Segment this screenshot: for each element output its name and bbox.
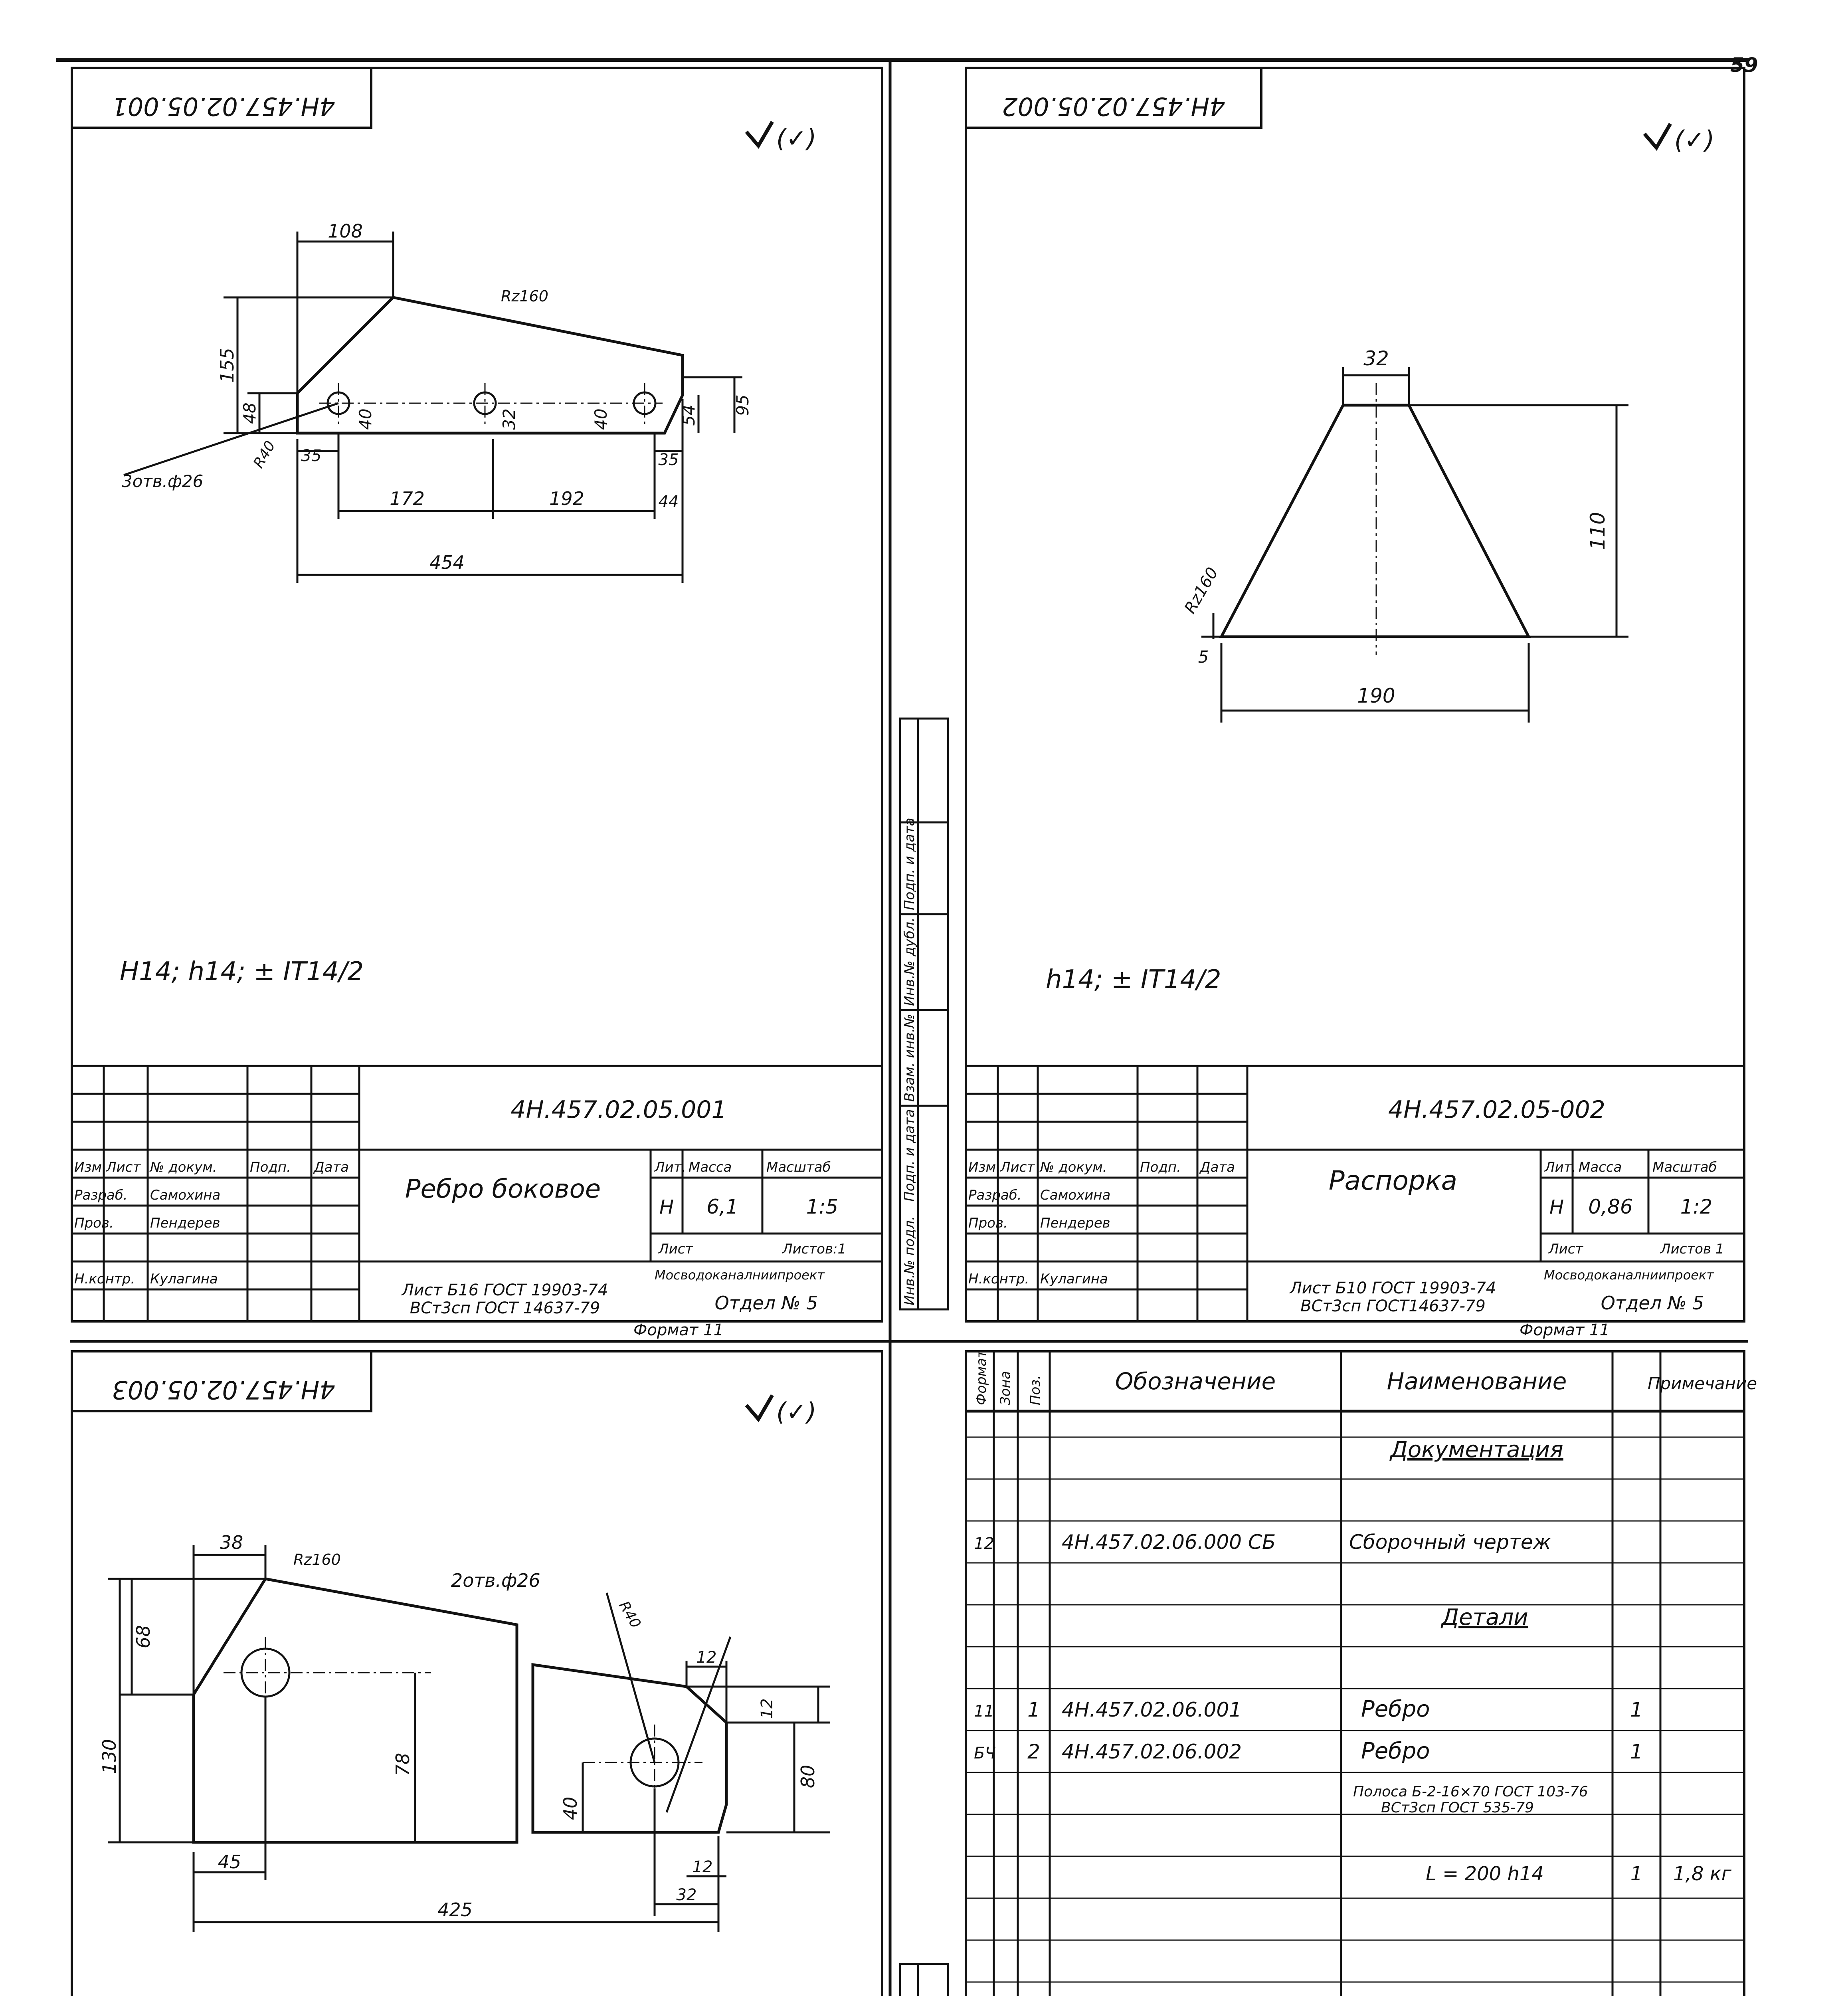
tb-nkontr: Н.контр. — [968, 1271, 1029, 1287]
tb-docno: № докум. — [150, 1159, 217, 1175]
sheet2-format: Формат 11 — [1520, 1321, 1610, 1339]
dim: 454 — [429, 552, 465, 573]
spec-strip-mass: 1,8 кг — [1673, 1863, 1731, 1885]
spec-h-pos: Поз. — [1027, 1375, 1043, 1405]
spec-section-docs: Документация — [1390, 1437, 1563, 1463]
roughness-mark: (✓) — [1674, 125, 1715, 154]
tb-checker: Пендерев — [1040, 1215, 1110, 1231]
spec-row-name: Ребро — [1361, 1696, 1430, 1722]
dim: 32 — [499, 408, 519, 430]
dim: 32 — [1363, 347, 1389, 370]
tolerance-note: h14; ± IT14/2 — [1046, 965, 1221, 994]
dim: 12 — [758, 1698, 776, 1719]
dim: 80 — [797, 1764, 819, 1788]
dim: 40 — [560, 1796, 581, 1820]
tb-razrab: Разраб. — [74, 1187, 128, 1203]
dim: 35 — [658, 451, 679, 469]
tb-org: Мосводоканалниипроект — [1544, 1267, 1714, 1283]
tb-masshtab: Масштаб — [766, 1159, 831, 1175]
dim: 54 — [679, 404, 698, 426]
dim: 172 — [390, 488, 425, 509]
sheet2-code-flipped: 4Н.457.02.05.002 — [1002, 92, 1225, 121]
tb-izm: Изм — [968, 1159, 996, 1175]
spec-strip-len: L = 200 h14 — [1426, 1863, 1544, 1885]
sheet1-dept: Отдел № 5 — [714, 1292, 818, 1314]
hole-callout: 3отв.ф26 — [122, 471, 204, 491]
roughness-callout: Rz160 — [501, 287, 548, 305]
tb-massa: Масса — [689, 1159, 732, 1175]
side-stamp: Подп. и дата — [902, 818, 918, 910]
tb-lit: Лит. — [655, 1159, 686, 1175]
spec-h-format: Формат — [973, 1350, 989, 1405]
dim: 40 — [356, 408, 375, 430]
spec-row-name: Ребро — [1361, 1738, 1430, 1764]
spec-row-designation: 4Н.457.02.06.002 — [1062, 1740, 1242, 1763]
tb-data: Дата — [1200, 1159, 1235, 1175]
tb-normcontrol: Кулагина — [150, 1271, 218, 1287]
dim: 68 — [133, 1625, 154, 1649]
side-stamp: Инв.№ подл. — [902, 1216, 918, 1305]
radius-callout: R40 — [615, 1598, 644, 1631]
tb-developer: Самохина — [1040, 1187, 1111, 1203]
sheet2-letter: Н — [1549, 1196, 1564, 1218]
spec-strip-2: ВСт3сп ГОСТ 535-79 — [1381, 1800, 1534, 1816]
spec-row-designation: 4Н.457.02.06.000 СБ — [1062, 1531, 1276, 1554]
tb-sheet: Лист — [659, 1241, 693, 1257]
sheet1-code-flipped: 4Н.457.02.05.001 — [112, 92, 335, 121]
tolerance-note: H14; h14; ± IT14/2 — [120, 957, 364, 986]
tb-izm: Изм — [74, 1159, 102, 1175]
dim: 5 — [1198, 647, 1209, 667]
radius-callout: R40 — [250, 438, 279, 471]
spec-h-note: Примечание — [1647, 1374, 1757, 1393]
sheet1-code: 4Н.457.02.05.001 — [510, 1096, 727, 1124]
dim: 32 — [676, 1886, 697, 1904]
tb-list: Лист — [106, 1159, 141, 1175]
dim: 35 — [301, 447, 322, 465]
dim: 38 — [220, 1532, 243, 1553]
dim: 425 — [437, 1899, 473, 1921]
roughness-mark: (✓) — [776, 1397, 817, 1426]
page-number: 59 — [1730, 53, 1758, 77]
tb-sheet: Лист — [1549, 1241, 1583, 1257]
dim: 192 — [549, 488, 584, 509]
dim: 78 — [392, 1752, 414, 1776]
tb-data: Дата — [314, 1159, 349, 1175]
tb-normcontrol: Кулагина — [1040, 1271, 1108, 1287]
tb-docno: № докум. — [1040, 1159, 1107, 1175]
spec-row-pos: 2 — [1027, 1740, 1040, 1763]
spec-h-zone: Зона — [997, 1371, 1013, 1405]
sheet1-scale: 1:5 — [806, 1195, 839, 1218]
dim: 48 — [240, 402, 259, 424]
dim: 40 — [591, 408, 611, 430]
roughness-callout: Rz160 — [1181, 564, 1222, 617]
tb-podp: Подп. — [250, 1159, 291, 1175]
tb-checker: Пендерев — [150, 1215, 220, 1231]
tb-massa: Масса — [1579, 1159, 1622, 1175]
dim: 12 — [692, 1858, 713, 1876]
spec-h-designation: Обозначение — [1115, 1368, 1276, 1395]
tb-podp: Подп. — [1140, 1159, 1181, 1175]
dim: 108 — [328, 220, 363, 242]
dim: 155 — [216, 348, 238, 383]
sheet1-mass: 6,1 — [706, 1195, 738, 1218]
spec-row-format: 11 — [974, 1702, 994, 1721]
dim: 130 — [99, 1739, 120, 1774]
side-stamp: Инв.№ дубл. — [902, 917, 918, 1006]
tb-sheets: Листов 1 — [1660, 1241, 1724, 1257]
sheet2-code: 4Н.457.02.05-002 — [1388, 1096, 1605, 1124]
tb-prov: Пров. — [968, 1215, 1008, 1231]
tb-sheets: Листов:1 — [782, 1241, 847, 1257]
roughness-icon — [746, 122, 1670, 1419]
spec-row-format: 12 — [974, 1535, 994, 1553]
tb-lit: Лит. — [1545, 1159, 1576, 1175]
sheet2-material-2: ВСт3сп ГОСТ14637-79 — [1300, 1297, 1486, 1315]
tb-developer: Самохина — [150, 1187, 221, 1203]
spec-strip-qty: 1 — [1630, 1863, 1643, 1885]
sheet1-name: Ребро боковое — [405, 1174, 601, 1204]
roughness-callout: Rz160 — [293, 1551, 341, 1568]
sheet1-material-2: ВСт3сп ГОСТ 14637-79 — [410, 1299, 600, 1317]
sheet3-code-flipped: 4Н.457.02.05.003 — [112, 1375, 335, 1404]
dim: 95 — [733, 394, 752, 416]
dim: 12 — [696, 1648, 717, 1667]
sheet1-material-1: Лист Б16 ГОСТ 19903-74 — [402, 1281, 608, 1299]
spec-row-qty: 1 — [1630, 1740, 1643, 1763]
spec-row-name: Сборочный чертеж — [1349, 1531, 1551, 1554]
side-stamp: Взам. инв.№ — [902, 1014, 918, 1102]
sheet2-material-1: Лист Б10 ГОСТ 19903-74 — [1290, 1279, 1496, 1297]
hole-callout: 2отв.ф26 — [451, 1570, 540, 1591]
sheet1-letter: Н — [659, 1196, 674, 1218]
tb-org: Мосводоканалниипроект — [655, 1267, 825, 1283]
roughness-mark: (✓) — [776, 124, 817, 153]
spec-section-parts: Детали — [1441, 1604, 1528, 1630]
tb-nkontr: Н.контр. — [74, 1271, 135, 1287]
tb-list: Лист — [1000, 1159, 1035, 1175]
sheet2-dept: Отдел № 5 — [1601, 1292, 1704, 1314]
sheet2-name: Распорка — [1328, 1165, 1458, 1196]
sheet2-mass: 0,86 — [1588, 1195, 1633, 1218]
spec-row-qty: 1 — [1630, 1698, 1643, 1721]
dim: 45 — [218, 1851, 241, 1873]
dim: 44 — [658, 493, 679, 511]
dim: 110 — [1586, 512, 1609, 550]
sheet1-format: Формат 11 — [633, 1321, 724, 1339]
spec-strip-1: Полоса Б-2-16×70 ГОСТ 103-76 — [1353, 1784, 1588, 1800]
tb-prov: Пров. — [74, 1215, 114, 1231]
spec-row-format: БЧ — [974, 1744, 996, 1762]
dim: 190 — [1357, 684, 1395, 707]
spec-h-name: Наименование — [1387, 1368, 1567, 1395]
tb-razrab: Разраб. — [968, 1187, 1022, 1203]
sheet2-scale: 1:2 — [1680, 1195, 1713, 1218]
spec-row-pos: 1 — [1027, 1698, 1040, 1721]
spec-row-designation: 4Н.457.02.06.001 — [1062, 1698, 1242, 1721]
tb-masshtab: Масштаб — [1652, 1159, 1717, 1175]
side-stamp: Подп. и дата — [902, 1109, 918, 1202]
